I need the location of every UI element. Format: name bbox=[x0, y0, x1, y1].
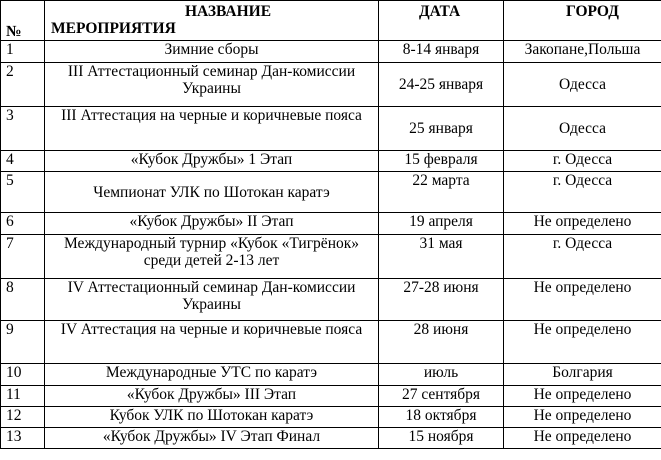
table-row bbox=[1, 213, 661, 235]
header-event bbox=[45, 1, 379, 41]
header-num: № bbox=[1, 1, 45, 41]
row-city: Не определено bbox=[504, 321, 661, 364]
row-num: 5 bbox=[1, 172, 45, 213]
row-event: IV Аттестация на черные и коричневые пояса bbox=[45, 321, 379, 364]
row-num: 1 bbox=[1, 41, 45, 63]
row-city: Одесса bbox=[504, 63, 661, 107]
row-city: г. Одесса bbox=[504, 172, 661, 213]
header-event-bottom: МЕРОПРИЯТИЯ bbox=[51, 20, 176, 37]
row-event: Зимние сборы bbox=[45, 41, 379, 63]
row-city: Закопане,Польша bbox=[504, 41, 661, 63]
table-row bbox=[1, 41, 661, 63]
row-num: 3 bbox=[1, 107, 45, 151]
row-city: Не определено bbox=[504, 386, 661, 407]
header-date: ДАТА bbox=[379, 1, 504, 41]
row-date: 27-28 июня bbox=[379, 279, 504, 321]
table-row bbox=[1, 428, 661, 449]
row-city: Не определено bbox=[504, 279, 661, 321]
row-date: 15 ноября bbox=[379, 428, 504, 449]
row-date: 15 февраля bbox=[379, 151, 504, 172]
row-city: Не определено bbox=[504, 407, 661, 428]
table-row bbox=[1, 321, 661, 364]
row-num: 10 bbox=[1, 364, 45, 386]
row-date: 22 марта bbox=[379, 172, 504, 213]
table-row bbox=[1, 235, 661, 279]
header-city: ГОРОД bbox=[504, 1, 661, 41]
row-date: 27 сентября bbox=[379, 386, 504, 407]
row-date: 28 июня bbox=[379, 321, 504, 364]
table-row bbox=[1, 63, 661, 107]
row-date: 18 октября bbox=[379, 407, 504, 428]
row-num: 4 bbox=[1, 151, 45, 172]
row-num: 12 bbox=[1, 407, 45, 428]
row-date: июль bbox=[379, 364, 504, 386]
row-num: 2 bbox=[1, 63, 45, 107]
row-date: 25 января bbox=[379, 107, 504, 151]
row-event: III Аттестационный семинар Дан-комиссии Украины bbox=[45, 63, 379, 107]
row-city: Болгария bbox=[504, 364, 661, 386]
row-event: «Кубок Дружбы» II Этап bbox=[45, 213, 379, 235]
row-num: 11 bbox=[1, 386, 45, 407]
row-date: 19 апреля bbox=[379, 213, 504, 235]
row-num: 9 bbox=[1, 321, 45, 364]
table-row bbox=[1, 172, 661, 213]
table-row bbox=[1, 364, 661, 386]
row-event: Чемпионат УЛК по Шотокан каратэ bbox=[45, 172, 379, 213]
table-row bbox=[1, 151, 661, 172]
table-row bbox=[1, 279, 661, 321]
row-num: 6 bbox=[1, 213, 45, 235]
row-event: III Аттестация на черные и коричневые пояса bbox=[45, 107, 379, 151]
row-date: 31 мая bbox=[379, 235, 504, 279]
row-event: «Кубок Дружбы» III Этап bbox=[45, 386, 379, 407]
row-city: Не определено bbox=[504, 213, 661, 235]
row-event: Международный турнир «Кубок «Тигрёнок» среди детей 2-13 лет bbox=[45, 235, 379, 279]
table-row bbox=[1, 407, 661, 428]
row-event: «Кубок Дружбы» IV Этап Финал bbox=[45, 428, 379, 449]
row-city: Одесса bbox=[504, 107, 661, 151]
header-row bbox=[1, 1, 661, 41]
table-row bbox=[1, 386, 661, 407]
row-city: Не определено bbox=[504, 428, 661, 449]
row-event: Кубок УЛК по Шотокан каратэ bbox=[45, 407, 379, 428]
row-num: 8 bbox=[1, 279, 45, 321]
row-city: г. Одесса bbox=[504, 235, 661, 279]
row-date: 8-14 января bbox=[379, 41, 504, 63]
row-event: «Кубок Дружбы» 1 Этап bbox=[45, 151, 379, 172]
row-num: 13 bbox=[1, 428, 45, 449]
table-row bbox=[1, 107, 661, 151]
row-date: 24-25 января bbox=[379, 63, 504, 107]
row-event: Международные УТС по каратэ bbox=[45, 364, 379, 386]
row-city: г. Одесса bbox=[504, 151, 661, 172]
row-num: 7 bbox=[1, 235, 45, 279]
header-event-top: НАЗВАНИЕ bbox=[185, 3, 272, 20]
row-event: IV Аттестационный семинар Дан-комиссии Украины bbox=[45, 279, 379, 321]
